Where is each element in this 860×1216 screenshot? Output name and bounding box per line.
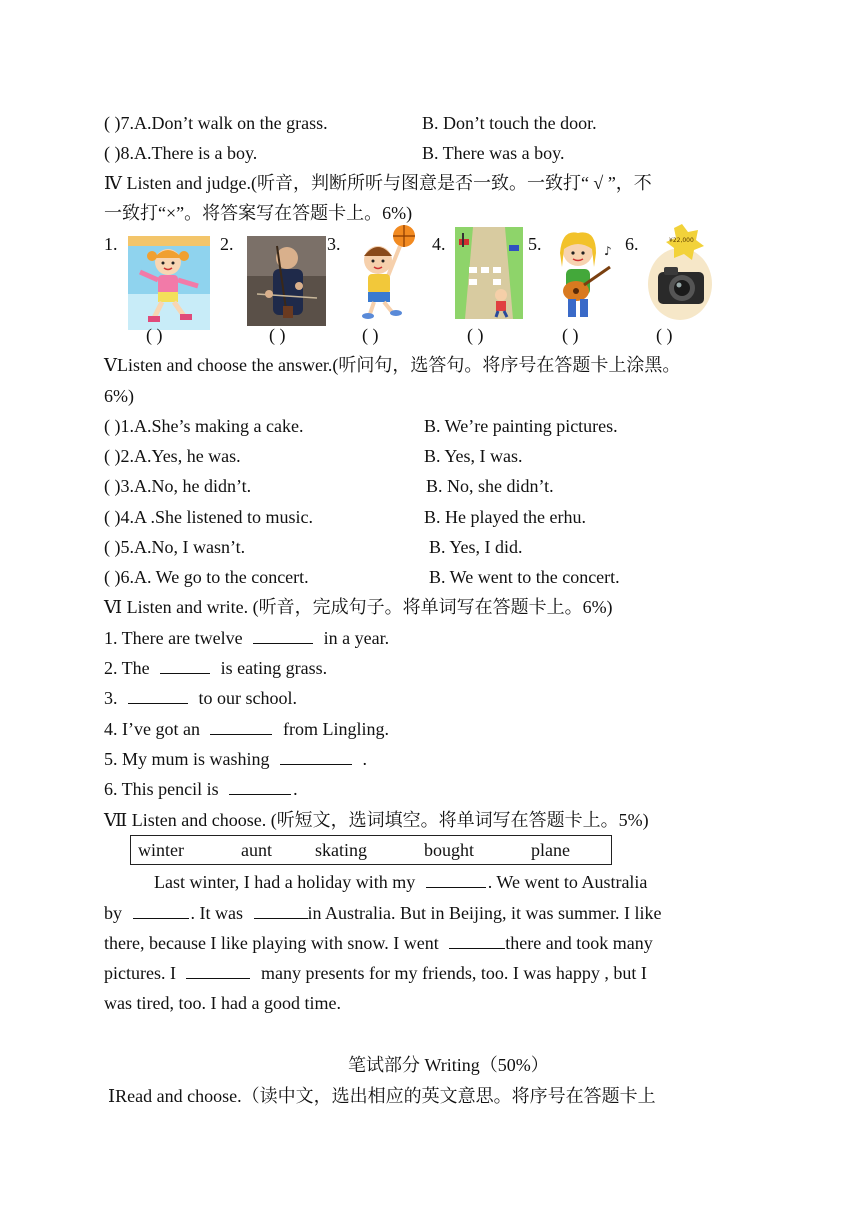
picture-number-1: 1. bbox=[104, 234, 118, 254]
sec5-item-3: ( )3.A.No, he didn’t. bbox=[104, 476, 252, 496]
picture-answer-4: ( ) bbox=[467, 325, 484, 345]
sec5-item-2-option-b: B. Yes, I was. bbox=[424, 446, 523, 466]
answer-blank bbox=[280, 748, 352, 765]
sec5-item-2: ( )2.A.Yes, he was. bbox=[104, 446, 241, 466]
picture-number-5: 5. bbox=[528, 234, 542, 254]
picture-number-6: 6. bbox=[625, 234, 639, 254]
passage-line-5: was tired, too. I had a good time. bbox=[104, 993, 341, 1013]
sec5-item-5-option-b: B. Yes, I did. bbox=[429, 537, 523, 557]
word-bank-item: skating bbox=[315, 840, 367, 860]
sec5-item-6: ( )6.A. We go to the concert. bbox=[104, 567, 309, 587]
sec5-item-4: ( )4.A .She listened to music. bbox=[104, 507, 313, 527]
sec5-item-5: ( )5.A.No, I wasn’t. bbox=[104, 537, 246, 557]
word-bank-item: plane bbox=[531, 840, 570, 860]
picture-answer-5: ( ) bbox=[562, 325, 579, 345]
answer-blank bbox=[254, 902, 308, 919]
sec6-item-4: 4. I’ve got an from Lingling. bbox=[104, 719, 389, 739]
sec5-item-3-option-b: B. No, she didn’t. bbox=[426, 476, 554, 496]
section-6-heading: Ⅵ Listen and write. (听音，完成句子。将单词写在答题卡上。6%) bbox=[104, 597, 613, 617]
section-5-heading-cont: 6%) bbox=[104, 386, 134, 406]
sec6-item-5: 5. My mum is washing . bbox=[104, 749, 368, 769]
answer-blank bbox=[229, 778, 291, 795]
picture-answer-3: ( ) bbox=[362, 325, 379, 345]
question-8-option-b: B. There was a boy. bbox=[422, 143, 565, 163]
sec5-item-4-option-b: B. He played the erhu. bbox=[424, 507, 586, 527]
answer-blank bbox=[253, 627, 313, 644]
section-7-heading: Ⅶ Listen and choose. (听短文，选词填空。将单词写在答题卡上。5%) bbox=[104, 810, 649, 830]
answer-blank bbox=[186, 962, 250, 979]
picture-answer-1: ( ) bbox=[146, 325, 163, 345]
passage-line-4: pictures. I many presents for my friends, too. I was happy , but I bbox=[104, 963, 647, 983]
sec6-item-1: 1. There are twelve in a year. bbox=[104, 628, 390, 648]
price-tag-label: ¥22,000 bbox=[669, 237, 694, 244]
answer-blank bbox=[133, 902, 189, 919]
sec5-item-1-option-b: B. We’re painting pictures. bbox=[424, 416, 618, 436]
question-7: ( )7.A.Don’t walk on the grass. bbox=[104, 113, 328, 133]
answer-blank bbox=[449, 932, 505, 949]
picture-answer-2: ( ) bbox=[269, 325, 286, 345]
passage-line-3: there, because I like playing with snow. I went there and took many bbox=[104, 933, 653, 953]
picture-number-2: 2. bbox=[220, 234, 234, 254]
answer-blank bbox=[128, 687, 188, 704]
camera-icon bbox=[646, 222, 718, 322]
answer-blank bbox=[160, 657, 210, 674]
picture-number-4: 4. bbox=[432, 234, 446, 254]
man-playing-erhu-icon bbox=[247, 236, 326, 326]
boy-crossing-road-icon bbox=[455, 227, 523, 319]
passage-line-2: by . It was in Australia. But in Beijing, it was summer. I like bbox=[104, 903, 662, 923]
sec6-item-6: 6. This pencil is . bbox=[104, 779, 298, 799]
sec5-item-6-option-b: B. We went to the concert. bbox=[429, 567, 620, 587]
sec5-item-1: ( )1.A.She’s making a cake. bbox=[104, 416, 304, 436]
answer-blank bbox=[210, 718, 272, 735]
sec6-item-2: 2. The is eating grass. bbox=[104, 658, 328, 678]
picture-answer-6: ( ) bbox=[656, 325, 673, 345]
word-bank-item: aunt bbox=[241, 840, 272, 860]
word-bank bbox=[130, 835, 612, 865]
passage-line-1: Last winter, I had a holiday with my . We went to Australia bbox=[154, 872, 648, 892]
question-7-option-b: B. Don’t touch the door. bbox=[422, 113, 597, 133]
word-bank-item: bought bbox=[424, 840, 475, 860]
writing-part-title: 笔试部分 Writing（50%） bbox=[348, 1055, 549, 1075]
section-4-heading-cont: 一致打“×”。将答案写在答题卡上。6%) bbox=[104, 203, 413, 223]
section-4-heading: Ⅳ Listen and judge.(听音，判断所听与图意是否一致。一致打“ √ ”，不 bbox=[104, 173, 652, 193]
writing-section-1-heading: ⅠRead and choose.（读中文，选出相应的英文意思。将序号在答题卡上 bbox=[108, 1086, 656, 1106]
question-8: ( )8.A.There is a boy. bbox=[104, 143, 258, 163]
answer-blank bbox=[426, 871, 486, 888]
girl-basketball-icon bbox=[350, 222, 422, 320]
word-bank-item: winter bbox=[138, 840, 184, 860]
girl-guitar-icon bbox=[548, 227, 620, 323]
svg-text:♪: ♪ bbox=[604, 244, 612, 258]
picture-number-3: 3. bbox=[327, 234, 341, 254]
section-5-heading: ⅤListen and choose the answer.(听问句，选答句。将序号在答题卡上涂黑。 bbox=[104, 355, 681, 375]
sec6-item-3: 3. to our school. bbox=[104, 688, 297, 708]
girl-skating-icon bbox=[128, 236, 210, 330]
